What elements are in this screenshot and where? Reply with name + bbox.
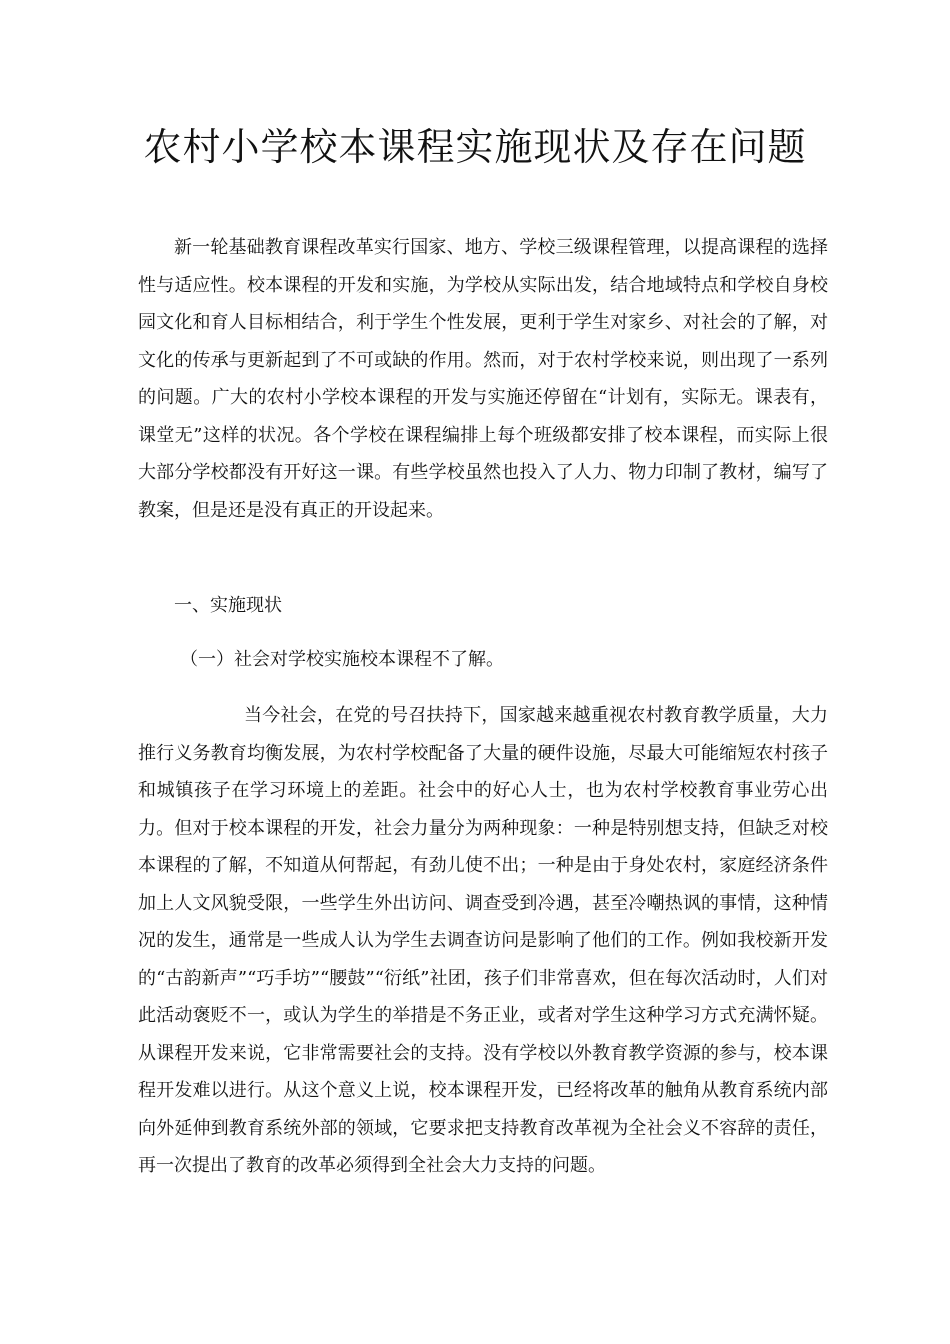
subsection-paragraph: 当今社会，在党的号召扶持下，国家越来越重视农村教育教学质量，大力推行义务教育均衡发展，为农村学校配备了大量的硬件设施，尽最大可能缩短农村孩子和城镇孩子在学习环境上的差距。社会中的好心人士，也为农村学校教育事业劳心出力。但对于校本课程的开发，社会力量分为两种现象：一种是特别想支持，但缺乏对校本课程的了解，不知道从何帮起，有劲儿使不出；一种是由于身处农村，家庭经济条件加上人文风貌受限，一些学生外出访问、调查受到冷遇，甚至冷嘲热讽的事情，这种情况的发生，通常是一些成人认为学生去调查访问是影响了他们的工作。例如我校新开发的“古韵新声”“巧手坊”“腰鼓”“衍纸”社团，孩子们非常喜欢，但在每次活动时，人们对此活动褒贬不一，或认为学生的举措是不务正业，或者对学生这种学习方式充满怀疑。从课程开发来说，它非常需要社会的支持。没有学校以外教育教学资源的参与，校本课程开发难以进行。从这个意义上说，校本课程开发，已经将改革的触角从教育系统内部向外延伸到教育系统外部的领域，它要求把支持教育改革视为全社会义不容辞的责任，再一次提出了教育的改革必须得到全社会大力支持的问题。	[138, 705, 828, 1176]
intro-paragraph: 新一轮基础教育课程改革实行国家、地方、学校三级课程管理，以提高课程的选择性与适应性。校本课程的开发和实施，为学校从实际出发，结合地域特点和学校自身校园文化和育人目标相结合，利于学生个性发展，更利于学生对家乡、对社会的了解，对文化的传承与更新起到了不可或缺的作用。然而，对于农村学校来说，则出现了一系列的问题。广大的农村小学校本课程的开发与实施还停留在“计划有，实际无。课表有，课堂无”这样的状况。各个学校在课程编排上每个班级都安排了校本课程，而实际上很大部分学校都没有开好这一课。有些学校虽然也投入了人力、物力印制了教材，编写了教案，但是还是没有真正的开设起来。	[138, 237, 828, 521]
document-title: 农村小学校本课程实施现状及存在问题	[143, 125, 807, 169]
subsection-heading: （一）社会对学校实施校本课程不了解。	[180, 649, 504, 670]
section-heading: 一、实施现状	[174, 595, 282, 616]
